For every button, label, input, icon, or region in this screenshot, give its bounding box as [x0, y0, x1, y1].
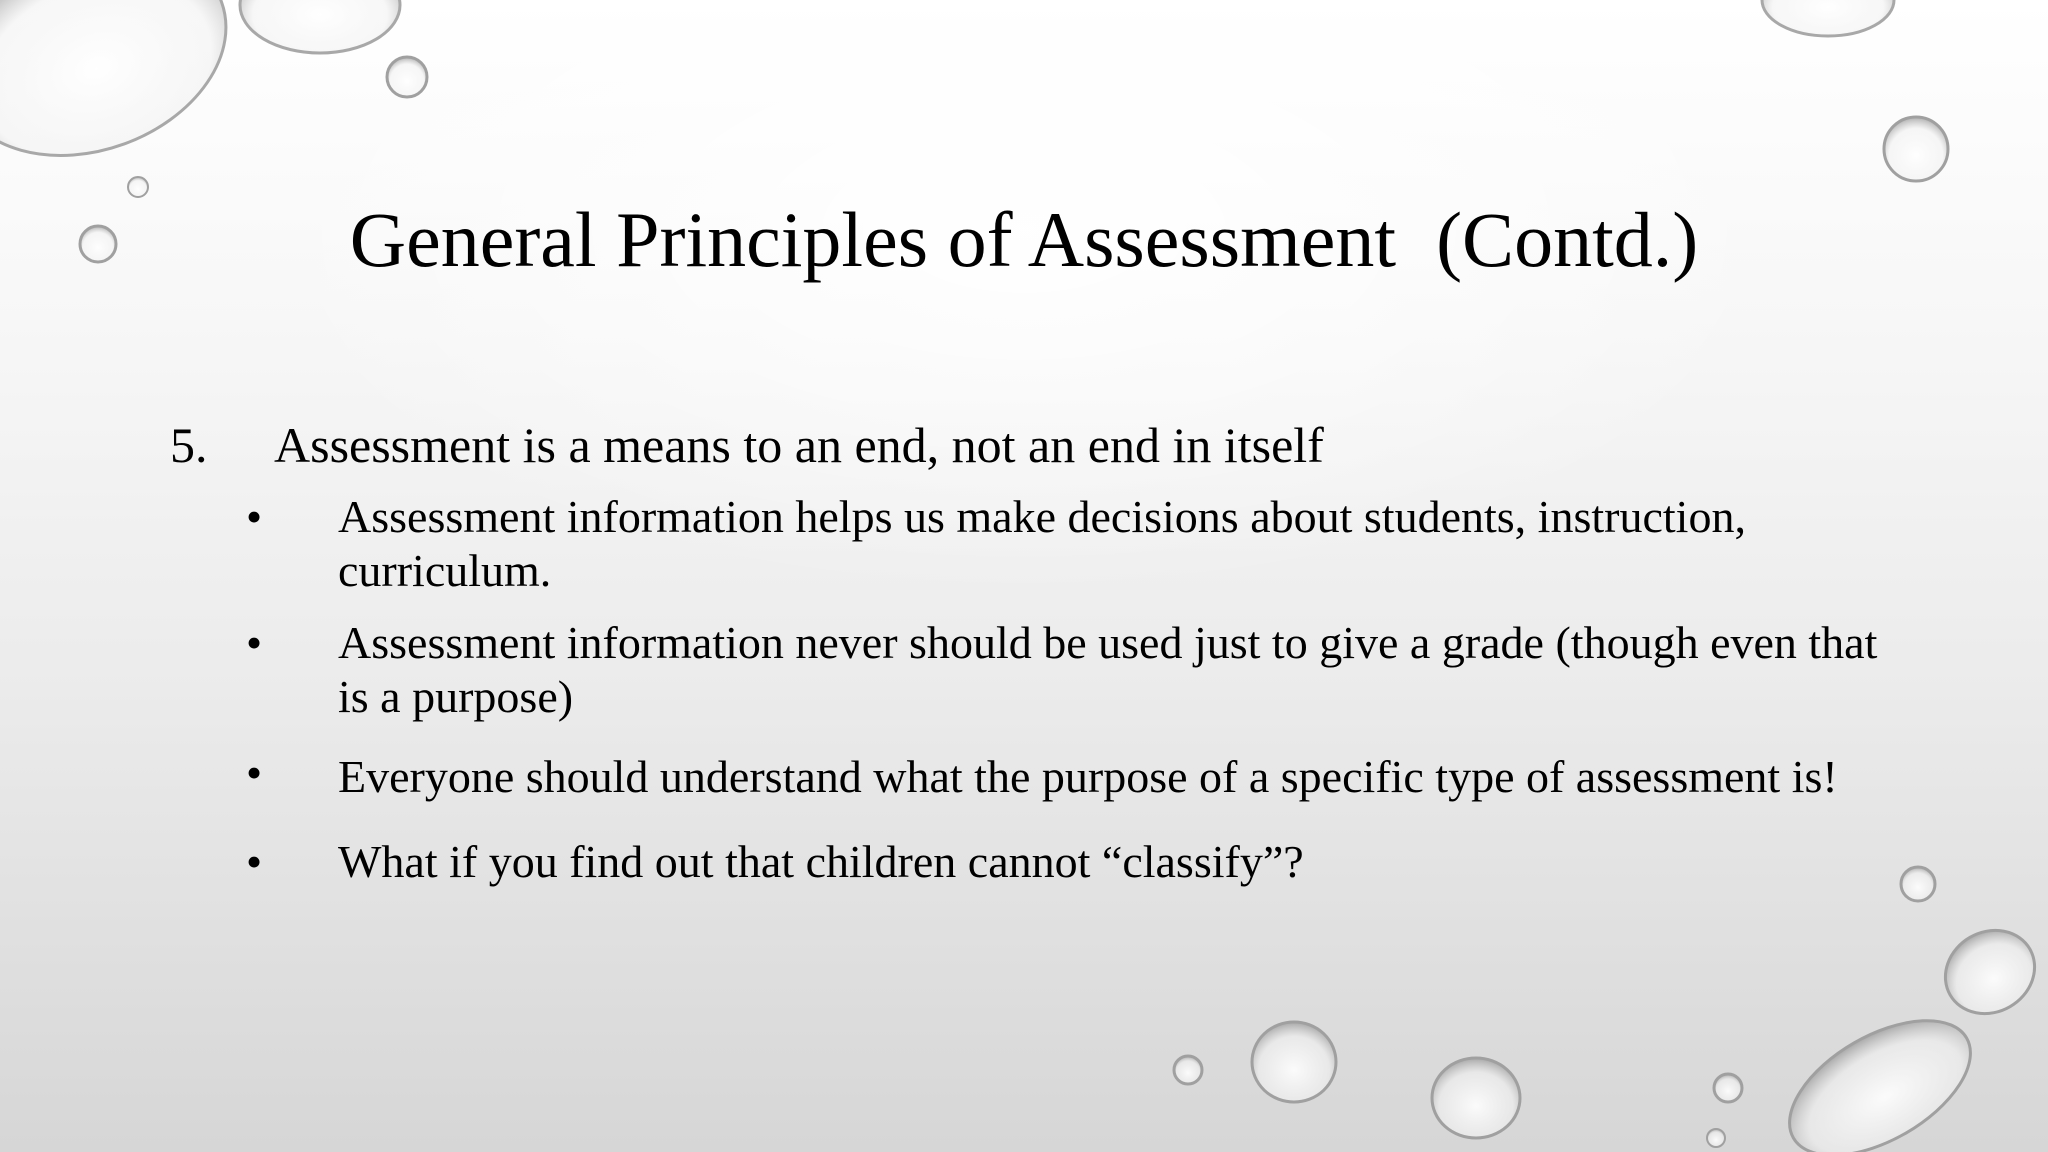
droplet	[1930, 914, 2048, 1029]
droplet	[1432, 1058, 1520, 1138]
point-text: Assessment is a means to an end, not an end in itself	[274, 417, 1324, 473]
droplet	[240, 0, 400, 53]
slide-title	[0, 190, 2048, 290]
droplet	[1767, 993, 1992, 1152]
bullet-text: What if you find out that children cannot “classify”?	[338, 836, 1304, 887]
droplet	[387, 57, 427, 97]
bullet-text: Everyone should understand what the purpose of a specific type of assessment is!	[338, 751, 1838, 802]
bullet-text: Assessment information never should be used just to give a grade (though even that is a purpose)	[338, 617, 1878, 722]
droplet	[1174, 1056, 1202, 1084]
slide-title-text: General Principles of Assessment	[349, 196, 1397, 283]
bullet-list	[246, 490, 1906, 892]
droplet	[1714, 1074, 1742, 1102]
droplet	[0, 0, 256, 192]
list-item	[246, 616, 1906, 724]
bullet-marker: •	[246, 836, 263, 887]
droplet	[1884, 117, 1948, 181]
list-item	[246, 832, 1906, 892]
droplet	[1901, 867, 1935, 901]
list-item	[246, 490, 1906, 598]
bullet-marker: •	[246, 747, 263, 798]
bullet-text: Assessment information helps us make decisions about students, instruction, curriculum.	[338, 491, 1746, 596]
slide-title-suffix: (Contd.)	[1436, 196, 1699, 283]
droplet	[1252, 1022, 1336, 1102]
bullet-marker: •	[246, 617, 263, 668]
droplet	[1707, 1129, 1725, 1147]
droplet	[1762, 0, 1894, 36]
list-item	[246, 746, 1906, 808]
bullet-marker: •	[246, 491, 263, 542]
point-number: 5.	[170, 417, 208, 473]
